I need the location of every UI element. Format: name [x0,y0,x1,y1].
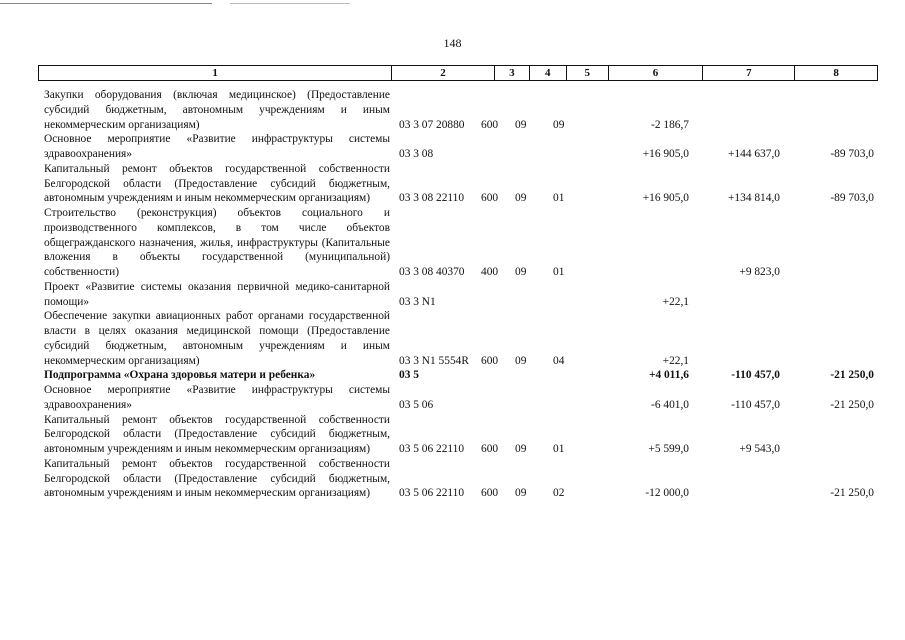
row-name: Проект «Развитие системы оказания первичной медико-санитарной помощи» [44,280,390,308]
amount-col7: +134 814,0 [728,192,780,205]
table-row [0,206,905,280]
target-code: 03 5 [399,369,419,382]
target-code: 03 3 08 [399,148,434,160]
expense-type: 600 [481,192,499,205]
row-name: Основное мероприятие «Развитие инфраструктуры системы здравоохранения» [44,133,390,160]
row-name: Капитальный ремонт объектов государственной собственности Белгородской области (Предоставление субсидий бюджетным, автономным учреждениям и иным некоммерческим организациям) [44,162,390,205]
header-cell-7: 7 [703,66,795,80]
amount-col8: -89 703,0 [830,192,874,205]
subsection: 01 [553,443,565,455]
subsection: 02 [553,487,565,500]
target-code: 03 5 06 22110 [399,487,465,500]
section: 09 [515,354,527,367]
row-name: Капитальный ремонт объектов государственной собственности Белгородской области (Предоставление субсидий бюджетным, автономным учреждениям и иным некоммерческим организациям) [44,413,390,455]
table-row [0,162,905,206]
amount-col7: +9 543,0 [739,443,780,455]
table-row [0,132,905,162]
target-code: 03 3 07 20880 [399,118,465,131]
amount-col8: -21 250,0 [830,369,874,382]
target-code: 03 5 06 [399,398,434,411]
table-row [0,368,905,383]
header-cell-2: 2 [392,66,495,80]
table-row [0,383,905,413]
table-row [0,280,905,310]
amount-col6: -12 000,0 [645,487,689,500]
subsection: 09 [553,118,565,131]
amount-col7: +9 823,0 [739,266,780,278]
amount-col6: +5 599,0 [648,443,689,455]
amount-col8: -21 250,0 [830,487,874,500]
target-code: 03 3 08 40370 [399,266,465,278]
target-code: 03 3 N1 [399,295,436,308]
amount-col6: +22,1 [662,295,689,308]
subsection: 04 [553,354,565,367]
header-cell-1: 1 [39,66,392,80]
subsection: 01 [553,266,565,278]
target-code: 03 3 08 22110 [399,192,465,205]
amount-col6: +22,1 [662,354,689,367]
amount-col8: -89 703,0 [830,148,874,160]
amount-col7: -110 457,0 [731,369,780,382]
table-header [38,65,878,81]
amount-col6: +4 011,6 [648,369,689,382]
expense-type: 600 [481,118,499,131]
section: 09 [515,118,527,131]
amount-col6: +16 905,0 [642,148,689,160]
table-row [0,309,905,368]
header-cell-4: 4 [530,66,567,80]
amount-col6: -6 401,0 [651,398,689,411]
row-name: Закупки оборудования (включая медицинское) (Предоставление субсидий бюджетным, автономным учреждениям и иным некоммерческим организациям) [44,89,390,131]
row-name: Подпрограмма «Охрана здоровья матери и ребенка» [44,369,316,382]
table-row [0,457,905,501]
scan-top-line [0,3,212,4]
subsection: 01 [553,192,565,205]
section: 09 [515,443,527,455]
scan-top-line [230,3,350,4]
row-name: Строительство (реконструкция) объектов социального и производственного комплексов, в том числе объектов общегражданского назначения, жилья, инфраструктуры (Капитальные вложения в объекты государственной (муниципальной) собственности) [44,207,390,278]
amount-col8: -21 250,0 [830,398,874,411]
expense-type: 600 [481,487,499,500]
target-code: 03 5 06 22110 [399,443,465,455]
row-name: Основное мероприятие «Развитие инфраструктуры системы здравоохранения» [44,384,390,411]
amount-col6: -2 186,7 [651,118,689,131]
row-name: Обеспечение закупки авиационных работ органами государственной власти в целях оказания медицинской помощи (Предоставление субсидий бюджетным, автономным учреждениям и иным некоммерческим организациям) [44,310,390,367]
expense-type: 600 [481,443,499,455]
amount-col7: +144 637,0 [728,148,780,160]
table-row [0,88,905,132]
header-cell-8: 8 [833,67,839,79]
table-row [0,413,905,457]
header-cell-6: 6 [609,66,704,80]
header-cell-3: 3 [495,66,530,80]
header-cell-5: 5 [567,66,609,80]
target-code: 03 3 N1 5554R [399,354,469,367]
amount-col7: -110 457,0 [731,398,780,411]
row-name: Капитальный ремонт объектов государственной собственности Белгородской области (Предоставление субсидий бюджетным, автономным учреждениям и иным некоммерческим организациям) [44,457,390,500]
page-number: 148 [443,36,462,50]
section: 09 [515,266,527,278]
expense-type: 600 [481,354,499,367]
section: 09 [515,487,527,500]
budget-table-body [0,88,905,501]
section: 09 [515,192,527,205]
amount-col6: +16 905,0 [642,192,689,205]
expense-type: 400 [481,266,499,278]
